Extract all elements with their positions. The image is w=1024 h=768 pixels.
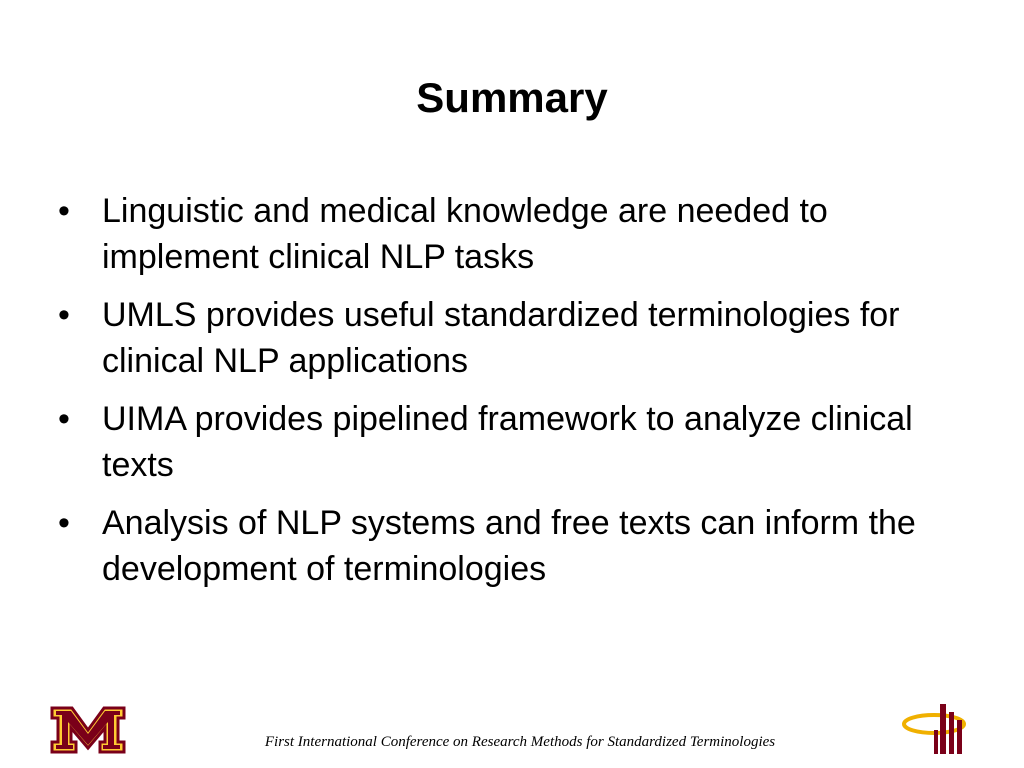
bullet-text: UIMA provides pipelined framework to analyze clinical texts — [102, 400, 913, 484]
bullet-text: Analysis of NLP systems and free texts can inform the development of terminologies — [102, 504, 916, 588]
bullet-item — [58, 292, 978, 384]
logo-bar — [934, 730, 938, 754]
bullet-text: Linguistic and medical knowledge are needed to implement clinical NLP tasks — [102, 192, 828, 276]
bullet-symbol: • — [58, 192, 70, 230]
bullet-list — [58, 188, 978, 604]
slide-title: Summary — [416, 74, 608, 121]
logo-bar — [940, 704, 946, 754]
bullet-symbol: • — [58, 400, 70, 438]
bullet-item — [58, 500, 978, 592]
logo-bar — [957, 720, 962, 754]
footer-conference-text: First International Conference on Research Methods for Standardized Terminologies — [264, 734, 776, 750]
bullet-symbol: • — [58, 504, 70, 542]
logo-bar — [949, 712, 954, 754]
bullet-text: UMLS provides useful standardized terminologies for clinical NLP applications — [102, 296, 900, 380]
university-of-minnesota-m-logo — [50, 706, 126, 754]
bullet-symbol: • — [58, 296, 70, 334]
bullet-item — [58, 188, 978, 280]
bullet-item — [58, 396, 978, 488]
conference-logo — [900, 700, 980, 756]
